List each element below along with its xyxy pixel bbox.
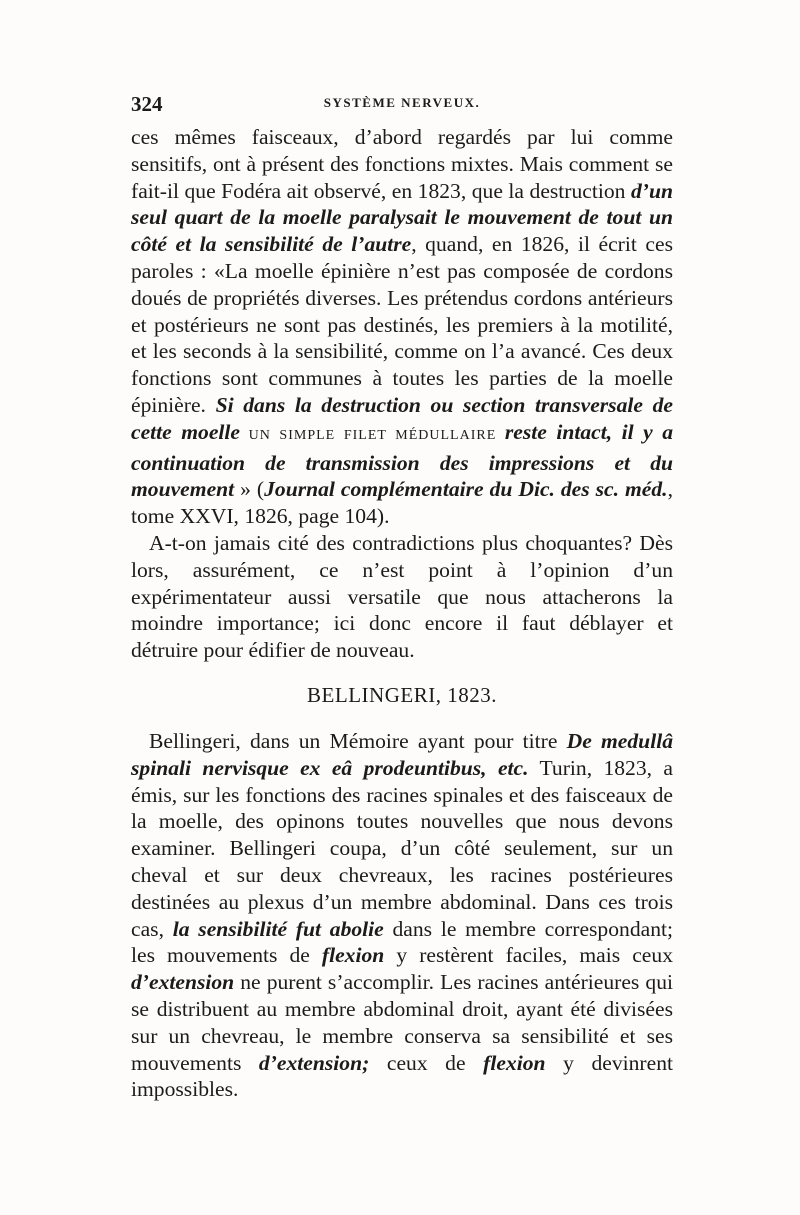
- running-title: SYSTÈME NERVEUX.: [323, 95, 481, 110]
- book-page: [131, 92, 673, 1103]
- paragraph-3: Bellingeri, dans un Mémoire ayant pour titre De medullâ spinali nervisque ex eâ prodeuntibus, etc. Turin, 1823, a émis, sur les fonctions des racines spinales et des faisceaux de la moelle, des opinons toutes nouvelles que nous devons examiner. Bellingeri coupa, d’un côté seulement, sur un cheval et sur deux chevreaux, les racines postérieures destinées au plexus d’un membre abdominal. Dans ces trois cas, la sensibilité fut abolie dans le membre correspondant; les mouvements de flexion y restèrent faciles, mais ceux d’extension ne purent s’accomplir. Les racines antérieures qui se distribuent au membre abdominal droit, ayant été divisées sur un chevreau, le membre conserva sa sensibilité et ses mouvements d’extension; ceux de flexion y devinrent impossibles.: [131, 728, 673, 1102]
- section-title: BELLINGERI, 1823.: [307, 682, 497, 707]
- emphasis-2: Si dans la destruction ou section transversale de cette moelle: [131, 392, 673, 444]
- emphasis-5: flexion: [321, 943, 385, 968]
- emphasis-4: la sensibilité fut abolie: [172, 916, 384, 941]
- emphasis-1: d’un seul quart de la moelle paralysait le mouvement de tout un côté et la sensibilité de l’autre: [131, 178, 673, 257]
- journal-citation: Journal complémentaire du Dic. des sc. méd.: [264, 477, 668, 502]
- page-number: 324: [131, 92, 163, 116]
- memoir-title: De medullâ spinali nervisque ex eâ prodeuntibus, etc.: [131, 728, 673, 780]
- emphasis-7: d’extension;: [258, 1050, 370, 1075]
- paragraph-2: A-t-on jamais cité des contradictions plus choquantes? Dès lors, assurément, ce n’est point à l’opinion d’un expérimentateur aussi versatile que nous attacherons la moindre importance; ici donc encore il faut déblayer et détruire pour édifier de nouveau.: [131, 530, 673, 663]
- emphasis-8: flexion: [483, 1050, 546, 1075]
- paragraph-1: ces mêmes faisceaux, d’abord regardés par lui comme sensitifs, ont à présent des fonctions mixtes. Mais comment se fait-il que Fodéra ait observé, en 1823, que la destruction d’un seul quart de la moelle paralysait le mouvement de tout un côté et la sensibilité de l’autre, quand, en 1826, il écrit ces paroles : «La moelle épinière n’est pas composée de cordons doués de propriétés diverses. Les prétendus cordons antérieurs et postérieurs ne sont pas destinés, les premiers à la motilité, et les seconds à la sensibilité, comme on l’a avancé. Ces deux fonctions sont communes à toutes les parties de la moelle épinière. Si dans la destruction ou section transversale de cette moelle UN SIMPLE FILET MÉDULLAIRE reste intact, il y a continuation de transmission des impressions et du mouvement » (Journal complémentaire du Dic. des sc. méd., tome XXVI, 1826, page 104).: [131, 125, 673, 529]
- small-caps-phrase: UN SIMPLE FILET MÉDULLAIRE: [240, 427, 505, 443]
- page-header: [131, 92, 673, 124]
- body-text: [131, 124, 673, 1103]
- emphasis-3: reste intact, il y a continuation de transmission des impressions et du mouvement: [131, 419, 673, 502]
- emphasis-6: d’extension: [131, 970, 235, 995]
